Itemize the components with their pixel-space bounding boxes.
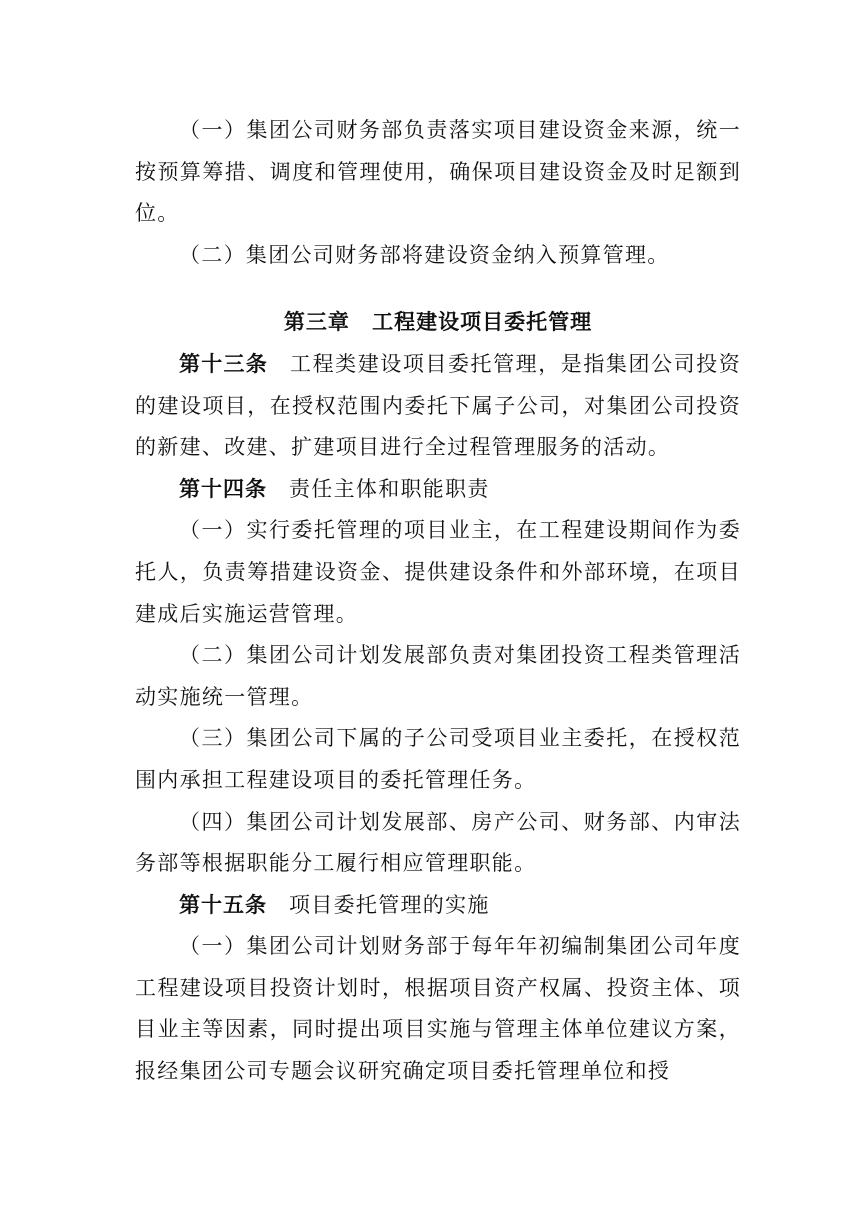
chapter-number: 第三章 [283,310,350,335]
article-14 [135,469,741,511]
document-body [135,110,741,1093]
article-15-item-1: （一）集团公司计划财务部于每年年初编制集团公司年度工程建设项目投资计划时，根据项目资产权属、投资主体、项目业主等因素，同时提出项目实施与管理主体单位建议方案，报经集团公司专题会议研究确定项目委托管理单位和授 [135,934,741,1084]
finance-item-1: （一）集团公司财务部负责落实项目建设资金来源，统一按预算筹措、调度和管理使用，确保项目建设资金及时足额到位。 [135,118,741,226]
article-15-number: 第十五条 [179,892,267,917]
article-14-number: 第十四条 [179,476,267,501]
article-14-item-4: （四）集团公司计划发展部、房产公司、财务部、内审法务部等根据职能分工履行相应管理职能。 [135,809,741,876]
chapter-heading [135,302,741,344]
article-15 [135,885,741,927]
article-13 [135,344,741,469]
article-13-text: 工程类建设项目委托管理，是指集团公司投资的建设项目，在授权范围内委托下属子公司，对集团公司投资的新建、改建、扩建项目进行全过程管理服务的活动。 [135,351,742,460]
section-gap [135,276,741,302]
article-14-item-3: （三）集团公司下属的子公司受项目业主委托，在授权范围内承担工程建设项目的委托管理任务。 [135,726,741,792]
article-14-item-1: （一）实行委托管理的项目业主，在工程建设期间作为委托人，负责筹措建设资金、提供建设条件和外部环境，在项目建成后实施运营管理。 [135,518,741,626]
chapter-title: 工程建设项目委托管理 [372,310,593,335]
article-14-item-2: （二）集团公司计划发展部负责对集团投资工程类管理活动实施统一管理。 [135,643,741,709]
article-14-title: 责任主体和职能职责 [289,476,490,501]
article-15-title: 项目委托管理的实施 [289,892,490,917]
article-13-number: 第十三条 [179,351,269,376]
finance-item-2: （二）集团公司财务部将建设资金纳入预算管理。 [179,242,670,267]
